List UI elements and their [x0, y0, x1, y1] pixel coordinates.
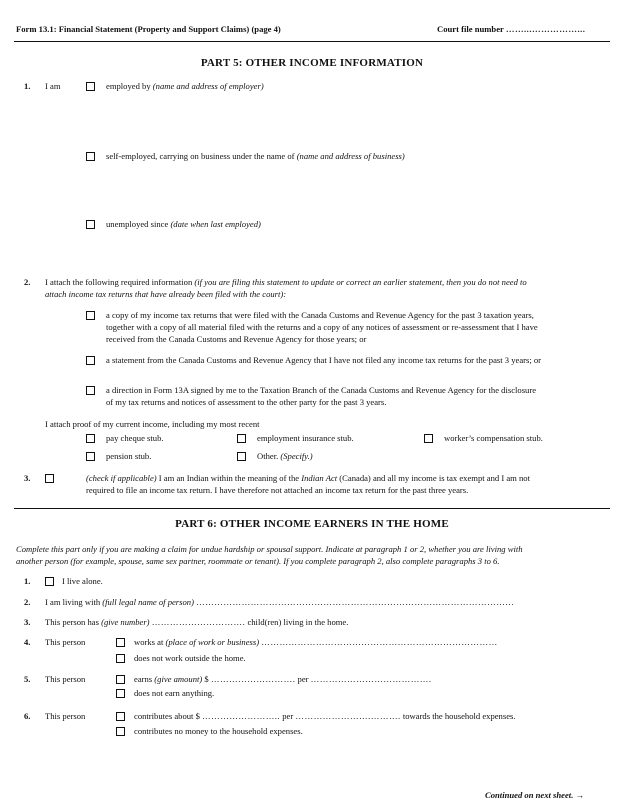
living-with-line — [45, 597, 514, 607]
pension-label: pension stub. — [106, 451, 152, 461]
employed-option — [106, 81, 264, 91]
not-work-label: does not work outside the home. — [134, 653, 246, 663]
q2-hint-2: attach income tax returns that have already been filed with the court): — [45, 289, 287, 299]
earns-text: earns — [134, 674, 155, 684]
pension-checkbox[interactable] — [86, 452, 95, 461]
employed-hint: (name and address of employer) — [152, 81, 264, 91]
p4-number: 4. — [24, 637, 31, 647]
contributes-period-field[interactable]: …………………….………. — [295, 711, 401, 721]
p6-lead: This person — [45, 711, 86, 721]
divider — [14, 41, 610, 42]
p4-lead: This person — [45, 637, 86, 647]
p5-number: 5. — [24, 674, 31, 684]
unemployed-hint: (date when last employed) — [170, 219, 261, 229]
other-hint: (Specify.) — [280, 451, 313, 461]
arrow-right-icon: → — [575, 790, 585, 800]
part6-title: PART 6: OTHER INCOME EARNERS IN THE HOME — [175, 518, 449, 530]
earns-hint: (give amount) — [154, 674, 203, 684]
pay-cheque-checkbox[interactable] — [86, 434, 95, 443]
divider — [14, 508, 610, 509]
earns-per: per — [297, 674, 309, 684]
other-label: Other. — [257, 451, 281, 461]
employment-insurance-label: employment insurance stub. — [257, 433, 354, 443]
works-at-hint: (place of work or business) — [165, 637, 260, 647]
p2-number: 2. — [24, 597, 31, 607]
part5-title: PART 5: OTHER INCOME INFORMATION — [200, 57, 424, 69]
tax-returns-line-1: a copy of my income tax returns that were filed with the Canada Customs and Revenue Agency for the past 3 taxation years, — [106, 310, 534, 320]
q3-text-1: I am an Indian within the meaning of the — [156, 473, 302, 483]
p6-number: 6. — [24, 711, 31, 721]
contributes-text: contributes about $ — [134, 711, 200, 721]
contributes-amount-field[interactable]: …………………….. — [202, 711, 281, 721]
living-with-field[interactable]: …………………………………………………………………………………………… — [196, 597, 515, 607]
unemployed-text: unemployed since — [106, 219, 171, 229]
continued-text: Continued on next sheet. — [485, 790, 574, 800]
part6-intro-1: Complete this part only if you are making a claim for undue hardship or spousal support. Indicate at paragraph 1 or 2, whether you are living with — [16, 544, 523, 554]
tax-returns-line-3: received from the Canada Customs and Revenue Agency for those years; or — [106, 334, 367, 344]
cra-statement-text: a statement from the Canada Customs and Revenue Agency that I have not filed any income tax returns for the past 3 years; or — [106, 355, 542, 365]
tax-returns-line-2: together with a copy of all material filed with the returns and a copy of any notices of assessment or re-assessment that I have — [106, 322, 538, 332]
children-line — [45, 617, 348, 627]
q3-number: 3. — [24, 473, 31, 483]
works-at-checkbox[interactable] — [116, 638, 125, 647]
form-13a-checkbox[interactable] — [86, 386, 95, 395]
p1-number: 1. — [24, 576, 31, 586]
employment-insurance-checkbox[interactable] — [237, 434, 246, 443]
q3-line-2: required to file an income tax return. I have therefore not attached an income tax return for the past three years. — [86, 485, 469, 495]
form-title: Form 13.1: Financial Statement (Property and Support Claims) (page 4) — [16, 24, 281, 34]
workers-comp-label: worker’s compensation stub. — [444, 433, 543, 443]
contributes-per: per — [282, 711, 294, 721]
proof-lead: I attach proof of my current income, including my most recent — [45, 419, 260, 429]
continued-note — [485, 790, 584, 800]
no-earn-checkbox[interactable] — [116, 689, 125, 698]
other-option — [257, 451, 313, 461]
q3-hint: (check if applicable) — [86, 473, 157, 483]
earns-period-field[interactable]: …………………………………. — [310, 674, 432, 684]
q3-line-1 — [86, 473, 530, 483]
form-13a-line-1: a direction in Form 13A signed by me to the Taxation Branch of the Canada Customs and Revenue Agency for the disclosure — [106, 385, 537, 395]
employed-text: employed by — [106, 81, 153, 91]
form-13a-line-2: of my tax returns and notices of assessment to the other party for the past 3 years. — [106, 397, 387, 407]
employed-checkbox[interactable] — [86, 82, 95, 91]
workers-comp-checkbox[interactable] — [424, 434, 433, 443]
contributes-checkbox[interactable] — [116, 712, 125, 721]
indian-act-name: Indian Act — [301, 473, 338, 483]
children-hint: (give number) — [101, 617, 150, 627]
earns-amount-field[interactable]: ………………………. — [210, 674, 296, 684]
q2-hint-1: (if you are filing this statement to update or correct an earlier statement, then you do not need to — [194, 277, 527, 287]
self-employed-option — [106, 151, 405, 161]
unemployed-checkbox[interactable] — [86, 220, 95, 229]
p5-lead: This person — [45, 674, 86, 684]
indian-act-checkbox[interactable] — [45, 474, 54, 483]
court-file-number — [437, 24, 585, 34]
no-earn-label: does not earn anything. — [134, 688, 215, 698]
no-contrib-label: contributes no money to the household expenses. — [134, 726, 303, 736]
children-text: This person has — [45, 617, 102, 627]
court-file-label: Court file number — [437, 24, 504, 34]
earns-dollar: $ — [202, 674, 209, 684]
p3-number: 3. — [24, 617, 31, 627]
works-at-text: works at — [134, 637, 166, 647]
q2-intro — [45, 277, 527, 287]
other-checkbox[interactable] — [237, 452, 246, 461]
earns-checkbox[interactable] — [116, 675, 125, 684]
works-at-field[interactable]: …………………………………………………………………… — [261, 637, 498, 647]
q2-text: I attach the following required information — [45, 277, 195, 287]
q3-text-2: (Canada) and all my income is tax exempt and I am not — [337, 473, 530, 483]
works-at-line — [134, 637, 498, 647]
contributes-line — [134, 711, 516, 721]
self-employed-text: self-employed, carrying on business under the name of — [106, 151, 297, 161]
unemployed-option — [106, 219, 261, 229]
towards-text: towards the household expenses. — [402, 711, 516, 721]
live-alone-checkbox[interactable] — [45, 577, 54, 586]
q2-number: 2. — [24, 277, 31, 287]
cra-statement-checkbox[interactable] — [86, 356, 95, 365]
court-file-field[interactable]: ……...……………... — [505, 24, 586, 34]
living-with-hint: (full legal name of person) — [102, 597, 194, 607]
live-alone-label: I live alone. — [62, 576, 103, 586]
pay-cheque-label: pay cheque stub. — [106, 433, 164, 443]
self-employed-hint: (name and address of business) — [296, 151, 405, 161]
not-work-checkbox[interactable] — [116, 654, 125, 663]
self-employed-checkbox[interactable] — [86, 152, 95, 161]
living-with-text: I am living with — [45, 597, 103, 607]
no-contrib-checkbox[interactable] — [116, 727, 125, 736]
children-suffix: child(ren) living in the home. — [245, 617, 349, 627]
q1-number: 1. — [24, 81, 31, 91]
q1-lead: I am — [45, 81, 61, 91]
tax-returns-checkbox[interactable] — [86, 311, 95, 320]
earns-line — [134, 674, 432, 684]
part6-intro-2: another person (for example, spouse, same sex partner, roommate or tenant). If you complete paragraph 2, also complete paragraphs 3 to 6. — [16, 556, 500, 566]
children-count-field[interactable]: …………………………. — [151, 617, 246, 627]
